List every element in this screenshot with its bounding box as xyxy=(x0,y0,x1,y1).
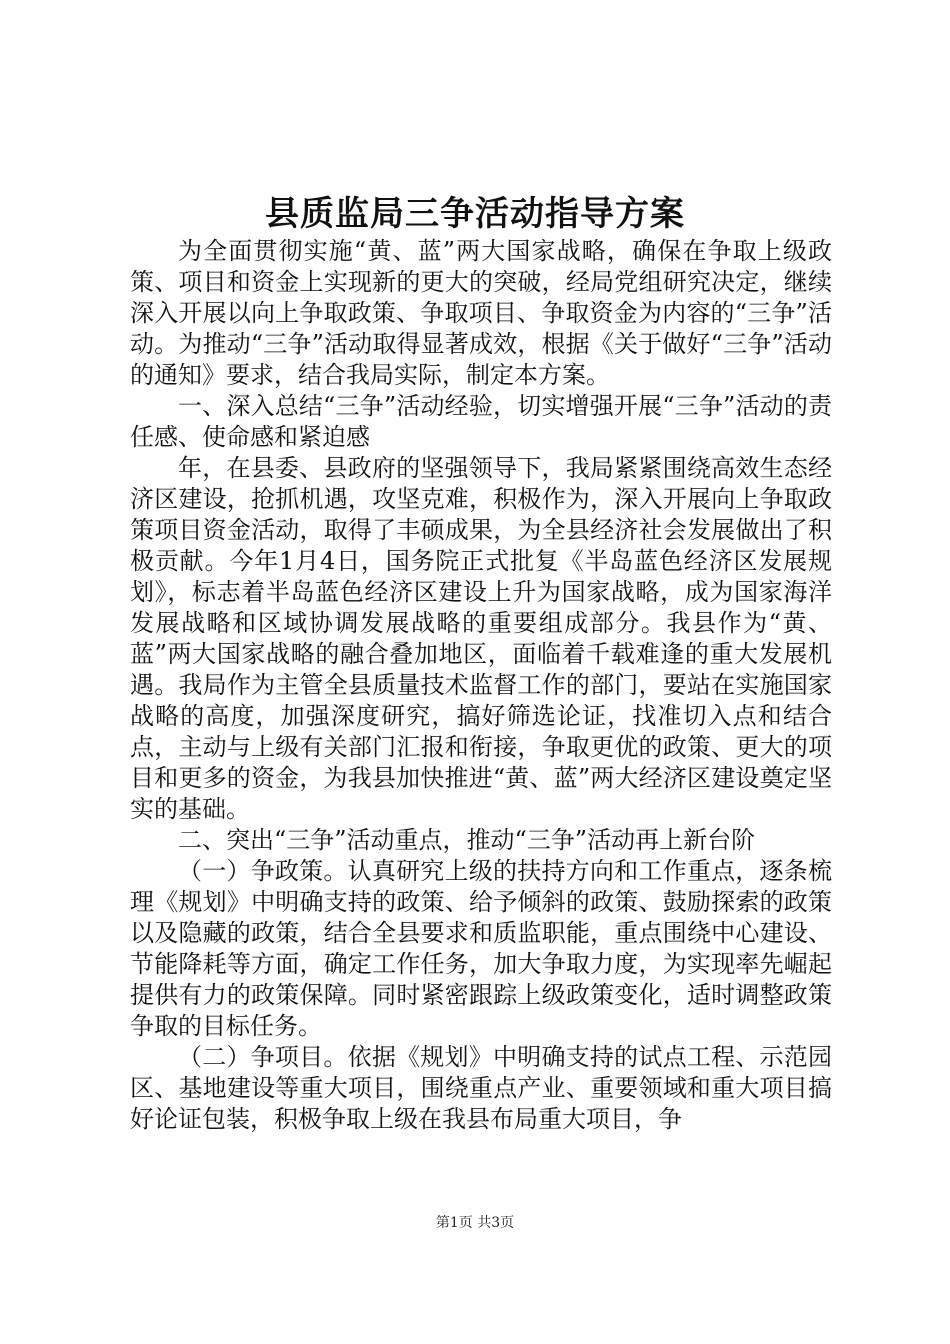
paragraph-projects: （二）争项目。依据《规划》中明确支持的试点工程、示范园区、基地建设等重大项目，围绕重点产业、重要领域和重大项目搞好论证包装，积极争取上级在我县布局重大项目，争 xyxy=(130,1043,832,1133)
document-title: 县质监局三争活动指导方案 xyxy=(265,194,685,234)
paragraph-policy: （一）争政策。认真研究上级的扶持方向和工作重点，逐条梳理《规划》中明确支持的政策、给予倾斜的政策、鼓励探索的政策以及隐藏的政策，结合全县要求和质监职能，重点围绕中心建设、节能降耗等方面，确定工作任务，加大争取力度，为实现率先崛起提供有力的政策保障。同时紧密跟踪上级政策变化，适时调整政策争取的目标任务。 xyxy=(130,857,832,1040)
document-body xyxy=(130,236,832,1135)
paragraph-intro: 为全面贯彻实施“黄、蓝”两大国家战略，确保在争取上级政策、项目和资金上实现新的更大的突破，经局党组研究决定，继续深入开展以向上争取政策、争取项目、争取资金为内容的“三争”活动。为推动“三争”活动取得显著成效，根据《关于做好“三争”活动的通知》要求，结合我局实际，制定本方案。 xyxy=(130,237,832,389)
page-footer: 第1页 共3页 xyxy=(435,1215,515,1231)
paragraph-section-2-heading: 二、突出“三争”活动重点，推动“三争”活动再上新台阶 xyxy=(178,826,756,854)
paragraph-section-1-heading: 一、深入总结“三争”活动经验，切实增强开展“三争”活动的责任感、使命感和紧迫感 xyxy=(130,392,832,451)
paragraph-section-1-body: 年，在县委、县政府的坚强领导下，我局紧紧围绕高效生态经济区建设，抢抓机遇，攻坚克难，积极作为，深入开展向上争取政策项目资金活动，取得了丰硕成果，为全县经济社会发展做出了积极贡献。今年1月4日，国务院正式批复《半岛蓝色经济区发展规划》，标志着半岛蓝色经济区建设上升为国家战略，成为国家海洋发展战略和区域协调发展战略的重要组成部分。我县作为“黄、蓝”两大国家战略的融合叠加地区，面临着千载难逢的重大发展机遇。我局作为主管全县质量技术监督工作的部门，要站在实施国家战略的高度，加强深度研究，搞好筛选论证，找准切入点和结合点，主动与上级有关部门汇报和衔接，争取更优的政策、更大的项目和更多的资金，为我县加快推进“黄、蓝”两大经济区建设奠定坚实的基础。 xyxy=(130,454,832,823)
